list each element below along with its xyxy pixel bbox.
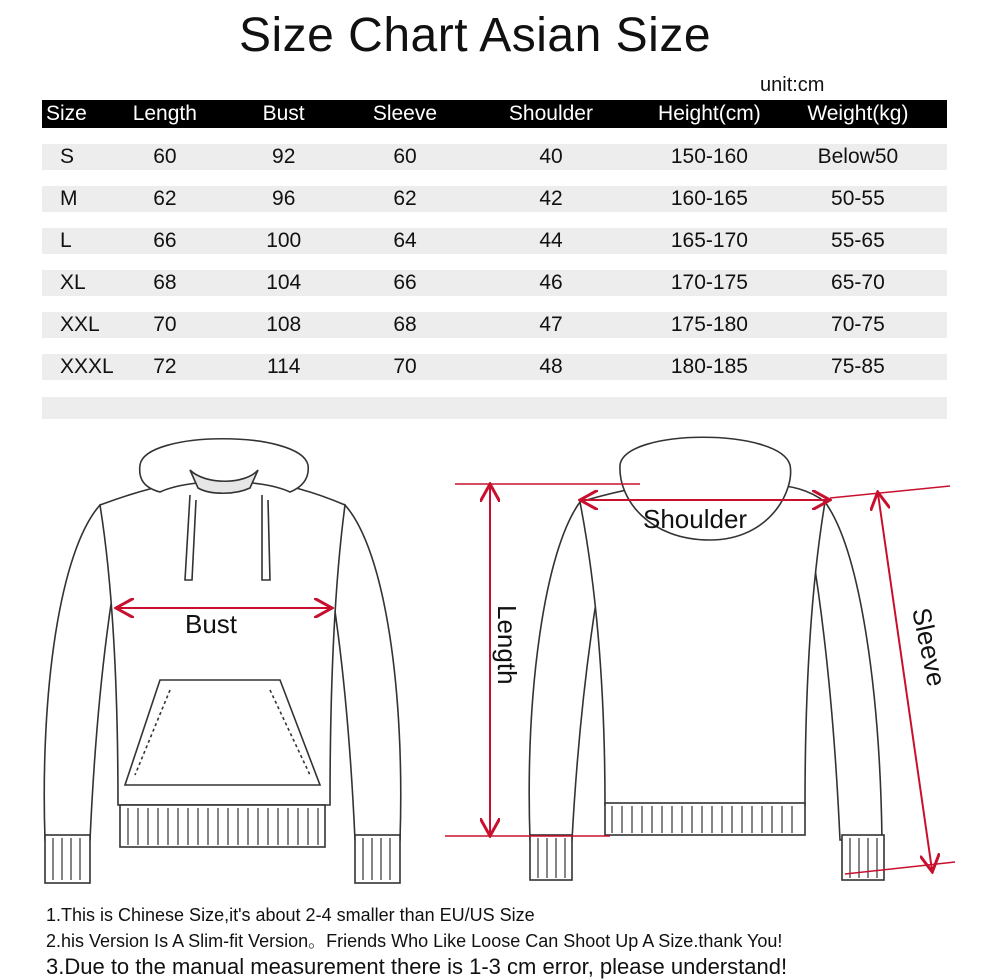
cell-sleeve: 70: [393, 355, 417, 378]
length-label: Length: [492, 605, 522, 685]
table-row: [42, 144, 947, 170]
cell-size: L: [60, 229, 72, 252]
cell-size: M: [60, 187, 78, 210]
header-length: Length: [132, 102, 197, 125]
shoulder-label: Shoulder: [643, 504, 748, 534]
cell-bust: 114: [266, 355, 301, 378]
cell-length: 62: [153, 187, 177, 210]
cell-sleeve: 64: [393, 229, 417, 252]
header-weight: Weight(kg): [807, 102, 909, 125]
cell-length: 66: [153, 229, 177, 252]
cell-bust: 96: [272, 187, 296, 210]
header-sleeve: Sleeve: [372, 102, 438, 125]
table-row: [42, 186, 947, 212]
cell-sleeve: 66: [393, 271, 417, 294]
page-title: Size Chart Asian Size: [238, 9, 712, 62]
table-row: [42, 228, 947, 254]
cell-length: 72: [153, 355, 177, 378]
unit-label: unit:cm: [760, 74, 825, 96]
note-2: 2.his Version Is A Slim-fit Version。Friends Who Like Loose Can Shoot Up A Size.thank You!: [46, 931, 783, 951]
front-hoodie-outline: [44, 439, 401, 883]
cell-height: 160-165: [670, 187, 748, 210]
sleeve-label: Sleeve: [906, 605, 953, 690]
cell-sleeve: 62: [393, 187, 417, 210]
cell-height: 175-180: [670, 313, 748, 336]
cell-bust: 108: [266, 313, 302, 336]
cell-height: 165-170: [670, 229, 748, 252]
cell-length: 68: [153, 271, 177, 294]
cell-height: 170-175: [670, 271, 748, 294]
header-size: Size: [46, 102, 87, 125]
cell-size: XXXL: [60, 355, 114, 378]
header-shoulder: Shoulder: [508, 102, 593, 125]
cell-size: S: [60, 145, 75, 168]
header-height: Height(cm): [658, 102, 761, 125]
cell-length: 70: [153, 313, 177, 336]
cell-shoulder: 40: [539, 145, 563, 168]
cell-weight: 55-65: [831, 229, 885, 252]
cell-length: 60: [153, 145, 177, 168]
table-header: [42, 100, 947, 128]
cell-bust: 92: [272, 145, 296, 168]
table-row-empty: [42, 397, 947, 419]
cell-weight: 65-70: [831, 271, 885, 294]
cell-shoulder: 46: [539, 271, 563, 294]
cell-weight: 70-75: [831, 313, 885, 336]
size-table: [42, 100, 947, 419]
cell-height: 150-160: [670, 145, 748, 168]
table-row: [42, 312, 947, 338]
cell-shoulder: 42: [539, 187, 563, 210]
note-3: 3.Due to the manual measurement there is 1-3 cm error, please understand!: [46, 954, 788, 979]
table-row: [42, 354, 947, 380]
cell-bust: 104: [266, 271, 302, 294]
table-row: [42, 270, 947, 296]
cell-size: XXL: [60, 313, 100, 336]
cell-weight: 75-85: [831, 355, 885, 378]
cell-weight: Below50: [817, 145, 899, 168]
cell-weight: 50-55: [831, 187, 885, 210]
cell-shoulder: 44: [539, 229, 563, 252]
note-1: 1.This is Chinese Size,it's about 2-4 smaller than EU/US Size: [46, 905, 535, 925]
cell-bust: 100: [266, 229, 302, 252]
hoodie-measurement-diagram: [0, 430, 1000, 900]
cell-shoulder: 47: [539, 313, 563, 336]
cell-shoulder: 48: [539, 355, 563, 378]
bust-label: Bust: [185, 609, 238, 639]
cell-height: 180-185: [670, 355, 748, 378]
cell-size: XL: [60, 271, 86, 294]
cell-sleeve: 60: [393, 145, 417, 168]
cell-sleeve: 68: [393, 313, 417, 336]
notes: [46, 902, 787, 980]
header-bust: Bust: [262, 102, 305, 125]
